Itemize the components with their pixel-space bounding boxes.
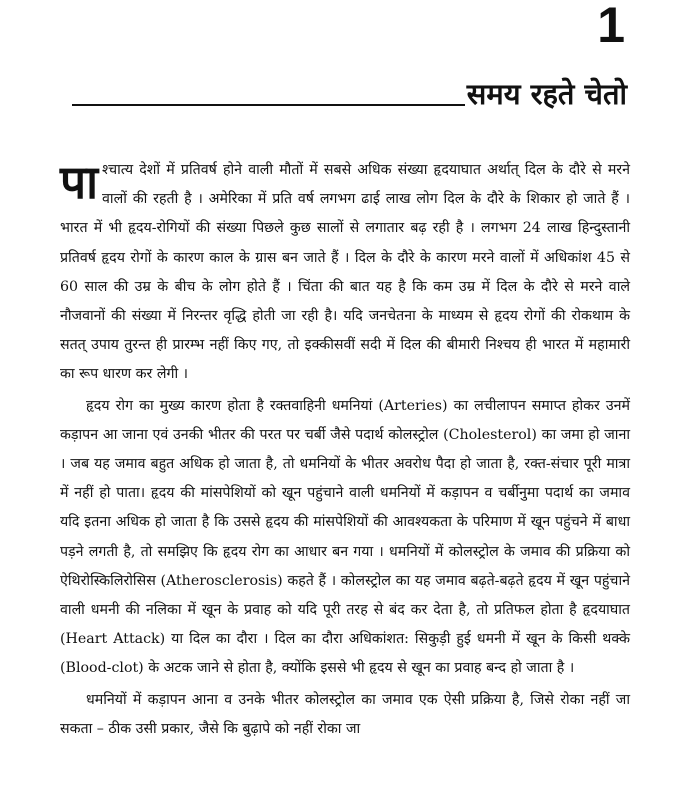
chapter-number: 1 xyxy=(597,0,625,53)
paragraph-1-text: श्चात्य देशों में प्रतिवर्ष होने वाली मौतों में सबसे अधिक संख्या हृदयाघात अर्थात् दिल के दौरे से मरने वालों की रहती है । अमेरिका में प्रति वर्ष लगभग ढाई लाख लोग दिल के दौरे के शिकार हो जाते हैं । भारत में भी हृदय-रोगियों की संख्या पिछले कुछ सालों से लगातार बढ़ रही है । लगभग 24 लाख हिन्दुस्तानी प्रतिवर्ष हृदय रोगों के कारण काल के ग्रास बन जाते हैं । दिल के दौरे के कारण मरने वालों में अधिकांश 45 से 60 साल की उम्र के बीच के लोग होते हैं । चिंता की बात यह है कि कम उम्र में दिल के दौरे से मरने वाले नौजवानों की संख्या में निरन्तर वृद्धि होती जा रही है। यदि जनचेतना के माध्यम से हृदय रोगों की रोकथाम के सतत् उपाय तुरन्त ही प्रारम्भ नहीं किए गए, तो इक्कीसवीं सदी में दिल की बीमारी निश्चय ही भारत में महामारी का रूप धारण कर लेगी । xyxy=(60,162,630,383)
paragraph-3: धमनियों में कड़ापन आना व उनके भीतर कोलस्ट्रोल का जमाव एक ऐसी प्रक्रिया है, जिसे रोका नहीं जा सकता – ठीक उसी प्रकार, जैसे कि बुढ़ापे को नहीं रोका जा xyxy=(60,691,630,737)
title-rule xyxy=(72,104,465,106)
chapter-title: समय रहते चेतो xyxy=(466,77,627,111)
paragraph-1 xyxy=(60,156,630,390)
drop-cap: पा xyxy=(60,155,99,209)
chapter-heading xyxy=(72,76,627,112)
paragraph-2: हृदय रोग का मुख्य कारण होता है रक्तवाहिनी धमनियां (Arteries) का लचीलापन समाप्त होकर उनमें कड़ापन आ जाना एवं उनकी भीतर की परत पर चर्बी जैसे पदार्थ कोलस्ट्रोल (Cholesterol) का जमा हो जाना । जब यह जमाव बहुत अधिक हो जाता है, तो धमनियों के भीतर अवरोध पैदा हो जाता है, रक्त-संचार पूरी मात्रा में नहीं हो पाता। हृदय की मांसपेशियों को खून पहुंचाने वाली धमनियों में कड़ापन व चर्बीनुमा पदार्थ का जमाव यदि इतना अधिक हो जाता है कि उससे हृदय की मांसपेशियों की आवश्यकता के परिमाण में खून पहुंचने में बाधा पड़ने लगती है, तो समझिए कि हृदय रोग का आधार बन गया । धमनियों में कोलस्ट्रोल के जमाव की प्रक्रिया को ऐथिरोस्किलिरोसिस (Atherosclerosis) कहते हैं । कोलस्ट्रोल का यह जमाव बढ़ते-बढ़ते हृदय में खून पहुंचाने वाली धमनी की नलिका में खून के प्रवाह को यदि पूरी तरह से बंद कर देता है, तो प्रतिफल होता है हृदयाघात (Heart Attack) या दिल का दौरा । दिल का दौरा अधिकांशत: सिकुड़ी हुई धमनी में खून के किसी थक्के (Blood-clot) के अटक जाने से होता है, क्योंकि इससे भी हृदय से खून का प्रवाह बन्द हो जाता है । xyxy=(60,397,630,677)
chapter-body xyxy=(60,156,630,746)
